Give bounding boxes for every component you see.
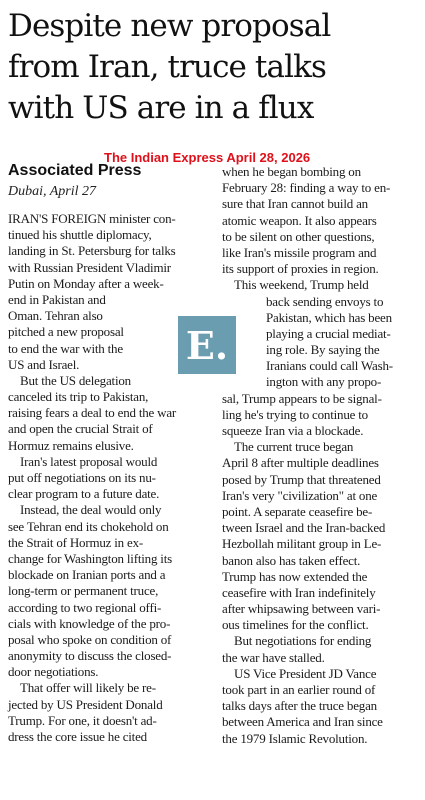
body-line: canceled its trip to Pakistan, (8, 389, 149, 405)
body-line: Pakistan, which has been (266, 309, 392, 325)
body-line: posed by Trump that threatened (222, 471, 381, 487)
body-line: posal who spoke on condition of (8, 631, 172, 647)
body-line: ington with any propo- (266, 374, 382, 390)
body-line: IRAN'S FOREIGN minister con- (8, 211, 176, 226)
body-line: ceasefire with Iran indefinitely (222, 584, 376, 600)
body-line: long-term or permanent truce, (8, 583, 159, 599)
body-line: That offer will likely be re- (20, 680, 156, 696)
body-line: atomic weapon. It also appears (222, 212, 377, 228)
body-line: ling he's trying to continue to (222, 406, 368, 422)
body-line: put off negotiations on its nu- (8, 470, 156, 485)
body-line: Iranians could call Wash- (266, 358, 393, 374)
body-line: Trump has now extended the (222, 568, 368, 584)
body-line: the war have stalled. (222, 649, 325, 665)
body-line: blockade on Iranian ports and a (8, 567, 166, 583)
body-line: This weekend, Trump held (234, 277, 369, 293)
body-line: Putin on Monday after a week- (8, 275, 164, 291)
headline (8, 6, 420, 129)
body-line: sal, Trump appears to be signal- (222, 390, 382, 406)
headline-line-3: with US are in a flux (8, 90, 314, 126)
body-line: change for Washington lifting its (8, 550, 172, 566)
body-line: tween Israel and the Iran-backed (222, 520, 386, 536)
body-line: see Tehran end its chokehold on (8, 518, 169, 534)
body-line: ing role. By saying the (266, 342, 380, 358)
body-line: and open the crucial Strait of (8, 421, 153, 437)
body-line: sure that Iran cannot build an (222, 196, 368, 212)
headline-line-1: Despite new proposal (8, 8, 331, 44)
byline: Associated Press (8, 162, 142, 179)
body-line: the 1979 Islamic Revolution. (222, 730, 368, 746)
body-line: But negotiations for ending (234, 633, 372, 649)
body-line: banon also has taken effect. (222, 552, 361, 568)
body-line: back sending envoys to (266, 293, 384, 309)
body-line: to end the war with the (8, 340, 123, 356)
body-line: Hezbollah militant group in Le- (222, 536, 382, 552)
body-line: talks days after the truce began (222, 698, 377, 714)
body-line: to be silent on other questions, (222, 228, 375, 244)
body-line: April 8 after multiple deadlines (222, 455, 379, 471)
body-line: dress the core issue he cited (8, 729, 147, 744)
body-line: cials with knowledge of the pro- (8, 615, 171, 631)
body-line: pitched a new proposal (8, 324, 124, 340)
body-line: Hormuz remains elusive. (8, 437, 134, 453)
left-column (8, 211, 216, 745)
body-line: the Strait of Hormuz in ex- (8, 534, 144, 550)
body-line: February 28: finding a way to en- (222, 180, 391, 196)
body-line: its support of proxies in region. (222, 261, 379, 277)
body-line: anonymity to discuss the closed- (8, 648, 172, 664)
body-line: between America and Iran since (222, 714, 383, 730)
body-line: But the US delegation (20, 372, 131, 388)
body-line: with Russian President Vladimir (8, 259, 171, 275)
publication-logo: E. (178, 316, 236, 374)
body-line: ous timelines for the conflict. (222, 617, 369, 633)
body-line: like Iran's missile program and (222, 244, 377, 260)
right-column (222, 164, 422, 747)
body-line: point. A separate ceasefire be- (222, 503, 373, 519)
body-line: jected by US President Donald (8, 696, 163, 712)
body-line: end in Pakistan and (8, 291, 106, 307)
headline-line-2: from Iran, truce talks (8, 49, 326, 85)
body-line: tinued his shuttle diplomacy, (8, 227, 152, 243)
body-line: Iran's very "civilization" at one (222, 487, 378, 503)
body-line: took part in an earlier round of (222, 682, 376, 697)
body-line: The current truce began (234, 439, 354, 455)
body-line: squeeze Iran via a blockade. (222, 423, 364, 438)
body-line: Instead, the deal would only (20, 502, 162, 518)
source-stamp: The Indian Express April 28, 2026 (104, 150, 311, 165)
body-line: according to two regional offi- (8, 599, 162, 615)
body-line: Iran's latest proposal would (20, 453, 158, 469)
body-line: raising fears a deal to end the war (8, 405, 177, 421)
dateline: Dubai, April 27 (8, 184, 97, 199)
body-line: landing in St. Petersburg for talks (8, 243, 176, 259)
body-line: playing a crucial mediat- (266, 325, 391, 341)
body-line: clear program to a future date. (8, 486, 160, 502)
body-line: US and Israel. (8, 356, 80, 372)
body-line: Oman. Tehran also (8, 308, 103, 324)
body-line: door negotiations. (8, 664, 99, 680)
body-line: when he began bombing on (222, 164, 361, 179)
body-line: after whipsawing between vari- (222, 601, 381, 617)
body-line: US Vice President JD Vance (234, 665, 377, 681)
body-line: Trump. For one, it doesn't ad- (8, 712, 157, 728)
